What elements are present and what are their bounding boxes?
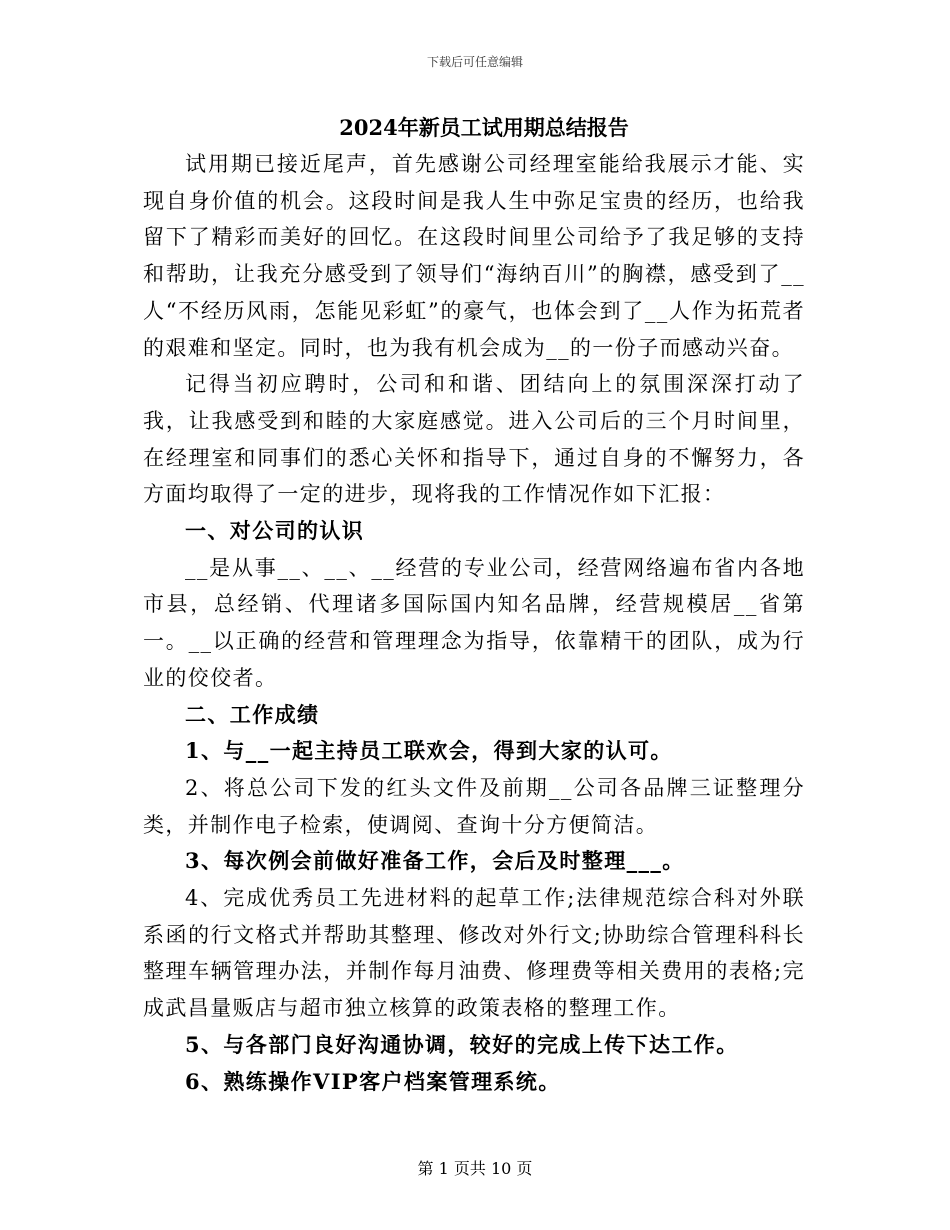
paragraph-intro: 试用期已接近尾声，首先感谢公司经理室能给我展示才能、实现自身价值的机会。这段时间是我人生中弥足宝贵的经历，也给我留下了精彩而美好的回忆。在这段时间里公司给予了我足够的支持和帮助，让我充分感受到了领导们“海纳百川”的胸襟，感受到了__人“不经历风雨，怎能见彩虹”的豪气，也体会到了__人作为拓荒者的艰难和坚定。同时，也为我有机会成为__的一份子而感动兴奋。 bbox=[143, 152, 805, 360]
section-heading-achievements: 二、工作成绩 bbox=[185, 701, 320, 727]
page-number-footer: 第 1 页共 10 页 bbox=[417, 1159, 533, 1178]
list-item-1: 1、与__一起主持员工联欢会，得到大家的认可。 bbox=[185, 738, 673, 764]
list-item-6: 6、熟练操作VIP客户档案管理系统。 bbox=[185, 1068, 561, 1094]
document-body bbox=[143, 112, 805, 1100]
document-title: 2024年新员工试用期总结报告 bbox=[339, 115, 629, 140]
paragraph-company: __是从事__、__、__经营的专业公司，经营网络遍布省内各地市县，总经销、代理诸多国际国内知名品牌，经营规模居__省第一。__以正确的经营和管理理念为指导，依靠精干的团队，成为行业的佼佼者。 bbox=[143, 555, 805, 690]
list-item-2: 2、将总公司下发的红头文件及前期__公司各品牌三证整理分类，并制作电子检索，使调阅、查询十分方便简洁。 bbox=[143, 775, 805, 837]
list-item-3: 3、每次例会前做好准备工作，会后及时整理___。 bbox=[185, 848, 685, 874]
list-item-4: 4、完成优秀员工先进材料的起草工作;法律规范综合科对外联系函的行文格式并帮助其整理、修改对外行文;协助综合管理科科长整理车辆管理办法，并制作每月油费、修理费等相关费用的表格;完成武昌量贩店与超市独立核算的政策表格的整理工作。 bbox=[143, 886, 805, 1021]
section-heading-company: 一、对公司的认识 bbox=[185, 518, 365, 544]
header-note: 下载后可任意编辑 bbox=[426, 55, 523, 69]
paragraph-recruitment: 记得当初应聘时，公司和和谐、团结向上的氛围深深打动了我，让我感受到和睦的大家庭感觉。进入公司后的三个月时间里，在经理室和同事们的悉心关怀和指导下，通过自身的不懈努力，各方面均取得了一定的进步，现将我的工作情况作如下汇报： bbox=[143, 372, 805, 507]
list-item-5: 5、与各部门良好沟通协调，较好的完成上传下达工作。 bbox=[185, 1031, 739, 1057]
